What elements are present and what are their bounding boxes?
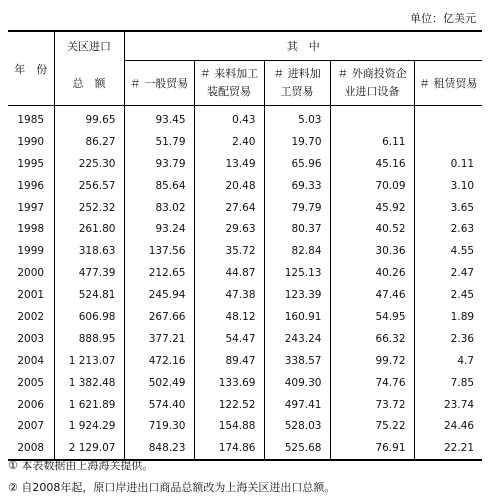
- cell-processing-assembly: 89.47: [194, 350, 264, 372]
- cell-processing-assembly: 0.43: [194, 106, 264, 131]
- cell-foreign-equipment: 45.16: [330, 153, 414, 175]
- cell-leasing: 2.36: [414, 328, 482, 350]
- cell-year: 2008: [8, 437, 54, 460]
- cell-processing-assembly: 154.88: [194, 415, 264, 437]
- cell-leasing: 24.46: [414, 415, 482, 437]
- cell-foreign-equipment: 54.95: [330, 306, 414, 328]
- cell-processing-assembly: 133.69: [194, 372, 264, 394]
- cell-total: 1 213.07: [54, 350, 124, 372]
- import-table: [8, 30, 482, 461]
- cell-foreign-equipment: 40.26: [330, 262, 414, 284]
- cell-foreign-equipment: 47.46: [330, 284, 414, 306]
- cell-leasing: 23.74: [414, 394, 482, 416]
- header-processing-assembly-line2: 装配贸易: [207, 85, 251, 98]
- table-row: [8, 394, 482, 416]
- cell-foreign-equipment: 75.22: [330, 415, 414, 437]
- header-processing-imported-line2: 工贸易: [280, 85, 314, 98]
- table-row: [8, 153, 482, 175]
- table-row: [8, 306, 482, 328]
- table-row: [8, 284, 482, 306]
- cell-year: 2007: [17, 420, 45, 433]
- table-row: [8, 197, 482, 219]
- cell-total: 1 382.48: [54, 372, 124, 394]
- cell-foreign-equipment: 76.91: [330, 437, 414, 460]
- cell-foreign-equipment: 40.52: [330, 218, 414, 240]
- cell-total: 252.32: [54, 197, 124, 219]
- cell-processing-assembly: 48.12: [194, 306, 264, 328]
- table-row: [8, 240, 482, 262]
- cell-foreign-equipment: 66.32: [330, 328, 414, 350]
- cell-general: 85.64: [124, 175, 194, 197]
- cell-year: 1985: [17, 113, 45, 126]
- table-row: [8, 372, 482, 394]
- cell-general: 137.56: [124, 240, 194, 262]
- cell-leasing: 2.45: [414, 284, 482, 306]
- cell-general: 502.49: [124, 372, 194, 394]
- header-leasing: ＃ 租赁贸易: [414, 61, 482, 106]
- cell-processing-assembly: 29.63: [194, 218, 264, 240]
- cell-leasing: 3.65: [414, 197, 482, 219]
- cell-processing-imported: 19.70: [264, 131, 330, 153]
- cell-general: 574.40: [124, 394, 194, 416]
- table-row: [8, 415, 482, 437]
- cell-processing-imported: 65.96: [264, 153, 330, 175]
- table-row: [8, 218, 482, 240]
- header-year: 年 份: [8, 31, 54, 106]
- cell-total: 318.63: [54, 240, 124, 262]
- note-1: ① 本表数据由上海海关提供。: [8, 459, 154, 472]
- header-among: 其 中: [124, 31, 482, 61]
- cell-year: 1995: [17, 157, 45, 170]
- header-processing-imported-line1: ＃ 进料加: [273, 67, 321, 80]
- notes: [8, 455, 335, 499]
- cell-year: 2006: [17, 398, 45, 411]
- header-total-top: 关区进口: [54, 31, 124, 61]
- header-foreign-equipment: [330, 61, 414, 106]
- cell-processing-imported: 69.33: [264, 175, 330, 197]
- cell-general: 472.16: [124, 350, 194, 372]
- cell-processing-imported: 497.41: [264, 394, 330, 416]
- cell-processing-assembly: 2.40: [194, 131, 264, 153]
- cell-general: 245.94: [124, 284, 194, 306]
- cell-year: 2004: [17, 354, 45, 367]
- cell-leasing: 4.55: [414, 240, 482, 262]
- cell-year: 1996: [17, 179, 45, 192]
- cell-total: 2 129.07: [54, 437, 124, 460]
- cell-year: 2002: [17, 310, 45, 323]
- cell-total: 1 621.89: [54, 394, 124, 416]
- cell-processing-imported: 125.13: [264, 262, 330, 284]
- cell-leasing: 2.63: [414, 218, 482, 240]
- cell-total: 888.95: [54, 328, 124, 350]
- cell-general: 267.66: [124, 306, 194, 328]
- cell-leasing: 3.10: [414, 175, 482, 197]
- cell-foreign-equipment: 99.72: [330, 350, 414, 372]
- cell-general: 212.65: [124, 262, 194, 284]
- unit-label: 单位：亿美元: [410, 12, 476, 25]
- cell-general: 51.79: [124, 131, 194, 153]
- cell-year: 2005: [17, 376, 45, 389]
- header-processing-assembly: [194, 61, 264, 106]
- header-general: ＃ 一般贸易: [124, 61, 194, 106]
- cell-processing-assembly: 44.87: [194, 262, 264, 284]
- cell-general: 93.79: [124, 153, 194, 175]
- cell-processing-imported: 525.68: [264, 437, 330, 460]
- header-processing-assembly-line1: ＃ 来料加工: [199, 67, 259, 80]
- cell-general: 93.45: [124, 106, 194, 131]
- cell-processing-imported: 160.91: [264, 306, 330, 328]
- cell-year: 2000: [17, 267, 45, 280]
- cell-processing-imported: 409.30: [264, 372, 330, 394]
- cell-foreign-equipment: 45.92: [330, 197, 414, 219]
- cell-general: 83.02: [124, 197, 194, 219]
- cell-general: 377.21: [124, 328, 194, 350]
- table-header: [8, 31, 482, 106]
- cell-processing-imported: 82.84: [264, 240, 330, 262]
- cell-year: 1999: [17, 245, 45, 258]
- cell-general: 848.23: [124, 437, 194, 460]
- cell-foreign-equipment: [330, 106, 414, 131]
- cell-foreign-equipment: 70.09: [330, 175, 414, 197]
- table-row: [8, 131, 482, 153]
- cell-leasing: 0.11: [414, 153, 482, 175]
- cell-processing-assembly: 122.52: [194, 394, 264, 416]
- note-2: ② 自2008年起，原口岸进出口商品总额改为上海关区进出口总额。: [8, 481, 336, 494]
- cell-foreign-equipment: 30.36: [330, 240, 414, 262]
- cell-year: 1998: [17, 223, 45, 236]
- cell-processing-assembly: 54.47: [194, 328, 264, 350]
- cell-processing-assembly: 20.48: [194, 175, 264, 197]
- cell-processing-imported: 528.03: [264, 415, 330, 437]
- header-total-bottom: 总 额: [54, 61, 124, 106]
- cell-leasing: 22.21: [414, 437, 482, 460]
- cell-year: 2001: [17, 289, 45, 302]
- cell-total: 1 924.29: [54, 415, 124, 437]
- header-processing-imported: [264, 61, 330, 106]
- cell-processing-imported: 338.57: [264, 350, 330, 372]
- cell-leasing: 2.47: [414, 262, 482, 284]
- cell-leasing: 1.89: [414, 306, 482, 328]
- table-row: [8, 328, 482, 350]
- cell-processing-imported: 5.03: [264, 106, 330, 131]
- table-row: [8, 262, 482, 284]
- cell-total: 606.98: [54, 306, 124, 328]
- cell-processing-imported: 79.79: [264, 197, 330, 219]
- cell-leasing: [414, 106, 482, 131]
- cell-year: 1997: [17, 201, 45, 214]
- cell-processing-imported: 243.24: [264, 328, 330, 350]
- table-body: [8, 106, 482, 461]
- cell-processing-imported: 80.37: [264, 218, 330, 240]
- cell-processing-imported: 123.39: [264, 284, 330, 306]
- cell-foreign-equipment: 74.76: [330, 372, 414, 394]
- cell-foreign-equipment: 73.72: [330, 394, 414, 416]
- cell-processing-assembly: 174.86: [194, 437, 264, 460]
- table-row: [8, 106, 482, 131]
- cell-year: 2003: [17, 332, 45, 345]
- cell-processing-assembly: 13.49: [194, 153, 264, 175]
- table-row: [8, 350, 482, 372]
- cell-leasing: 7.85: [414, 372, 482, 394]
- cell-year: 1990: [17, 135, 45, 148]
- cell-total: 86.27: [54, 131, 124, 153]
- cell-total: 524.81: [54, 284, 124, 306]
- cell-total: 261.80: [54, 218, 124, 240]
- cell-general: 93.24: [124, 218, 194, 240]
- cell-total: 225.30: [54, 153, 124, 175]
- cell-total: 477.39: [54, 262, 124, 284]
- cell-total: 99.65: [54, 106, 124, 131]
- cell-general: 719.30: [124, 415, 194, 437]
- cell-leasing: 4.7: [414, 350, 482, 372]
- cell-processing-assembly: 27.64: [194, 197, 264, 219]
- cell-foreign-equipment: 6.11: [330, 131, 414, 153]
- table-row: [8, 175, 482, 197]
- cell-total: 256.57: [54, 175, 124, 197]
- cell-leasing: [414, 131, 482, 153]
- cell-processing-assembly: 47.38: [194, 284, 264, 306]
- header-foreign-equipment-line1: ＃ 外商投资企: [337, 67, 407, 80]
- cell-processing-assembly: 35.72: [194, 240, 264, 262]
- header-foreign-equipment-line2: 业进口设备: [344, 85, 400, 98]
